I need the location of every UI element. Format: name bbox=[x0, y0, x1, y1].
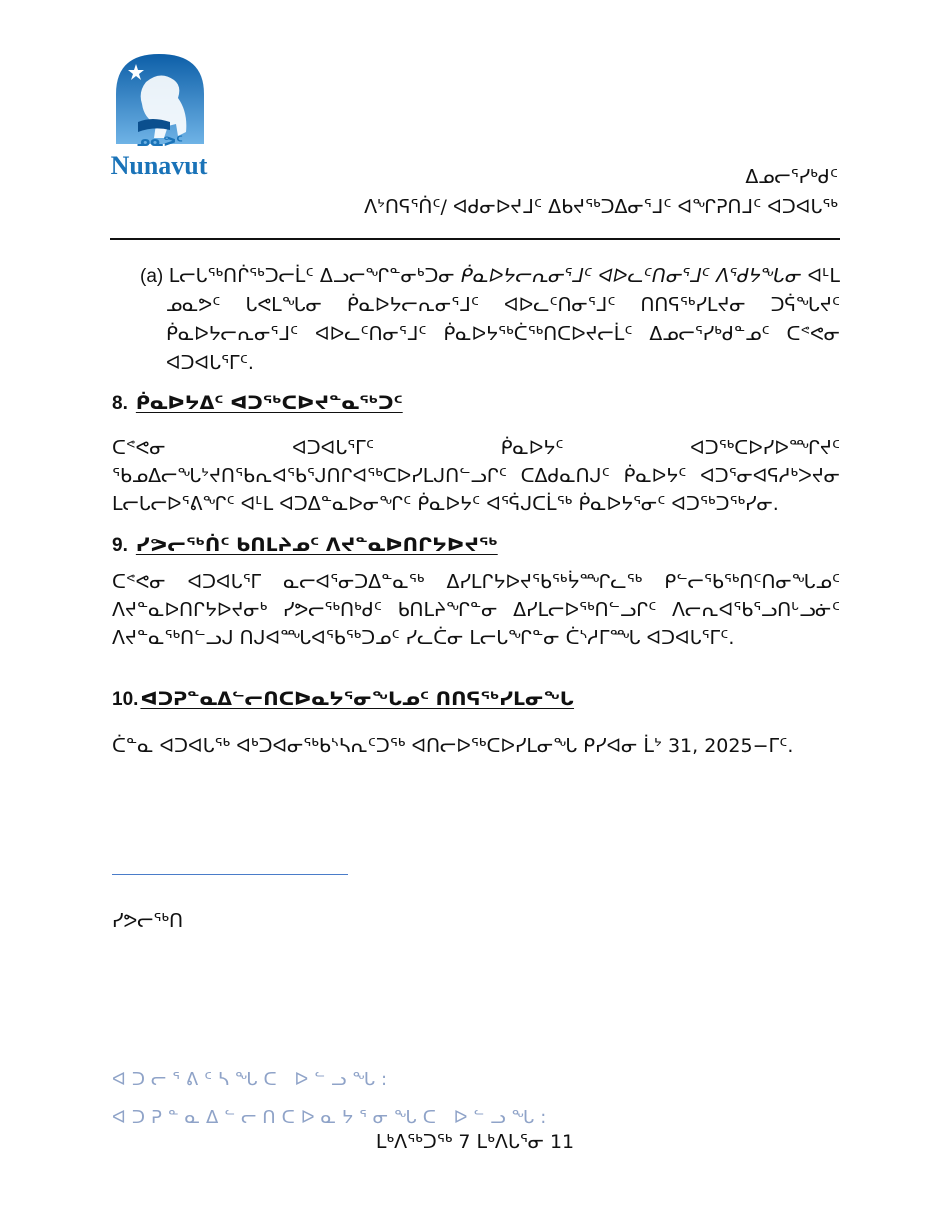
document-header bbox=[364, 162, 838, 222]
section-10-text: ᑖᓐᓇ ᐊᑐᐊᒐᖅ ᐊᒃᑐᐊᓂᖅᑲᔅᓴᕆᑦᑐᖅ ᐊᑎᓕᐅᖅᑕᐅᓯᒪᓂᖓ ᑭᓯᐊᓂ ᒫᔾ 31, 2025−ᒥᑦ. bbox=[112, 735, 794, 757]
section-10-number: 10. bbox=[112, 689, 139, 710]
header-line-2: ᐱᔾᑎᕋᕐᑏᑦ/ ᐊᑯᓂᐅᔪᒧᑦ ᐃᑲᔪᖅᑐᐃᓂᕐᒧᑦ ᐊᖏᕈᑎᒧᑦ ᐊᑐᐊᒐᖅ bbox=[364, 196, 838, 218]
svg-text:Nunavut: Nunavut bbox=[110, 151, 208, 180]
section-a-text-1: ᒪᓕᒐᖅᑎᒌᖅᑐᓕᒫᑦ ᐃᓗᓕᖏᓐᓂᒃᑐᓂ bbox=[168, 265, 461, 287]
nunavut-logo bbox=[108, 52, 210, 180]
section-9-text: ᑕᕝᕙᓂ ᐊᑐᐊᒐᕐᒥ ᓇᓕᐊᕐᓂᑐᐃᓐᓇᖅ ᐃᓯᒪᒋᔭᐅᔪᖃᖅᔮᙱᓚᖅ ᑭᓪᓕᖃᖅᑎᑦᑎᓂᖓᓄᑦ ᐱᔪᓐᓇᐅᑎᒋᔭᐅᔪᓂᒃ ᓯᕗᓕᖅᑎᒃᑯᑦ ᑲᑎᒪᔨᖏᓐᓂ ᐃᓯᒪᓕᐅᖅᑎᓪᓗᒋᑦ ᐱᓕᕆᐊᖃᕐᓗᑎᒡᓗᓃᑦ ᐱᔪᓐᓇᖅᑎᓪᓗᒍ ᑎᒍᐊᙵᐊᖃᖅᑐᓄᑦ ᓯᓚᑖᓂ ᒪᓕᒐᖏᓐᓂ ᑖᔅᓱᒥᙵ ᐊᑐᐊᒐᕐᒥᑦ. bbox=[112, 571, 840, 649]
section-9-heading bbox=[112, 534, 498, 557]
section-8-title: ᑮᓇᐅᔭᐃᑦ ᐊᑐᖅᑕᐅᔪᓐᓇᖅᑐᑦ bbox=[135, 392, 403, 414]
section-8-text: ᑕᕝᕙᓂ ᐊᑐᐊᒐᕐᒥᑦ ᑮᓇᐅᔭᑦ ᐊᑐᖅᑕᐅᓯᐅᙱᔪᑦ ᖃᓄᐃᓕᖓᔾᔪᑎᖃᕆᐊᖃᕐᒍᑎᒋᐊᖅᑕᐅᓯᒪᒍᑎᓪᓗᒋᑦ ᑕᐃᑯᓇᑎᒍᑦ ᑮᓇᐅᔭᑦ ᐊᑐᕐᓂᐊᕋᓱᒃᐳᔪᓂ ᒪᓕᒐᓕᐅᕐᕕᖏᑦ ᐊᒻᒪ ᐊᑐᐃᓐᓇᐅᓂᖏᑦ ᑮᓇᐅᔭᑦ ᐊᕐᕌᒍᑕᒫᖅ ᑮᓇᐅᔭᕐᓂᑦ ᐊᑐᖅᑐᖅᓯᓂ. bbox=[112, 437, 840, 515]
section-8-heading bbox=[112, 392, 403, 415]
section-8-number: 8. bbox=[112, 393, 128, 414]
section-a-italic-text: ᑮᓇᐅᔭᓕᕆᓂᕐᒧᑦ ᐊᐅᓚᑦᑎᓂᕐᒧᑦ ᐱᖁᔭᖓᓂ bbox=[460, 265, 802, 287]
signature-line bbox=[112, 874, 348, 875]
polar-bear-icon bbox=[108, 52, 210, 180]
expiry-date-label: ᐊᑐᕈᓐᓇᐃᓪᓕᑎᑕᐅᓇᔭᕐᓂᖓᑕ ᐅᓪᓗᖓ: bbox=[112, 1107, 553, 1128]
section-9-title: ᓯᕗᓕᖅᑏᑦ ᑲᑎᒪᔨᓄᑦ ᐱᔪᓐᓇᐅᑎᒋᔭᐅᔪᖅ bbox=[135, 534, 498, 556]
header-divider bbox=[110, 238, 840, 240]
section-a-text-2: ᐊᒻᒪ ᓄᓇᕗᑦ ᒐᕙᒪᖓᓂ ᑮᓇᐅᔭᓕᕆᓂᕐᒧᑦ ᐊᐅᓚᑦᑎᓂᕐᒧᑦ ᑎᑎᕋᖅᓯᒪᔪᓂ ᑐᕌᖓᔪᑦ ᑮᓇᐅᔭᓕᕆᓂᕐᒧᑦ ᐊᐅᓚᑦᑎᓂᕐᒧᑦ ᑮᓇᐅᔭᖅᑖᖅᑎᑕᐅᔪᓕᒫᑦ ᐃᓄᓕᕐᓯᒃᑯᓐᓄᑦ ᑕᕝᕙᓂ ᐊᑐᐊᒐᕐᒥᑦ. bbox=[166, 265, 841, 374]
svg-text:ᓄᓇᕗᑦ: ᓄᓇᕗᑦ bbox=[137, 134, 183, 150]
effective-date-label: ᐊᑐᓕᕐᕕᑦᓴᖓᑕ ᐅᓪᓗᖓ: bbox=[112, 1069, 394, 1090]
header-line-1: ᐃᓄᓕᕐᓯᒃᑯᑦ bbox=[745, 166, 838, 188]
signature-label: ᓯᕗᓕᖅᑎ bbox=[112, 910, 184, 932]
section-a-label: (a) bbox=[140, 266, 169, 287]
section-9-number: 9. bbox=[112, 535, 128, 556]
section-10-title: ᐊᑐᕈᓐᓇᐃᓪᓕᑎᑕᐅᓇᔭᕐᓂᖓᓄᑦ ᑎᑎᕋᖅᓯᒪᓂᖓ bbox=[140, 688, 575, 710]
section-a bbox=[140, 262, 840, 378]
page-number: ᒪᒃᐱᖅᑐᖅ 7 ᒪᒃᐱᒐᕐᓂ 11 bbox=[375, 1131, 575, 1153]
section-10-heading bbox=[112, 688, 574, 711]
